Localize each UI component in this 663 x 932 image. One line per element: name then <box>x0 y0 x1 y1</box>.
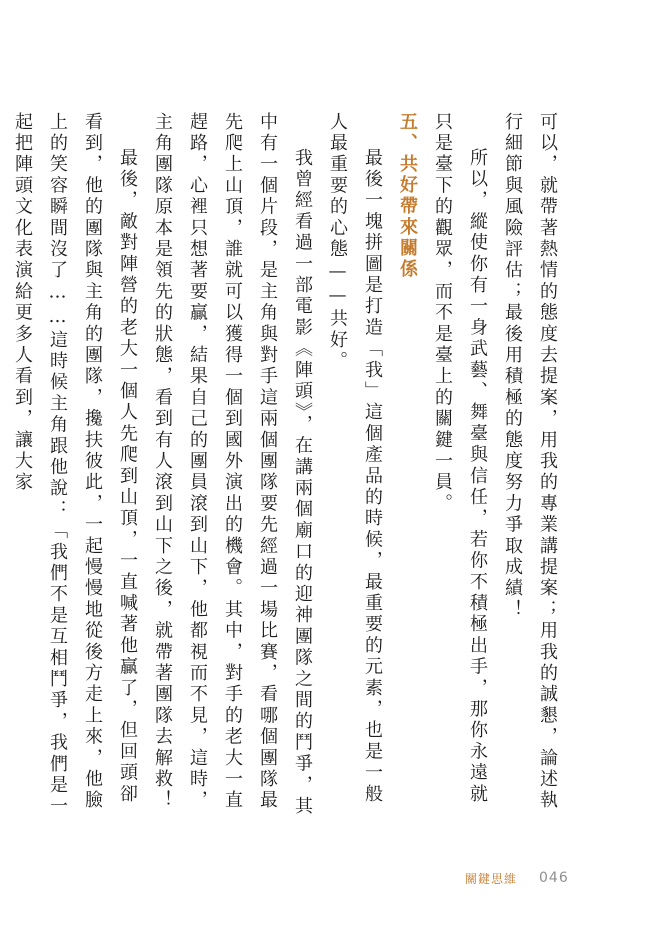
page-number: 046 <box>539 870 569 886</box>
chapter-title: 關鍵思維 <box>465 871 518 886</box>
paragraph-2: 所以，縱使你有一身武藝、舞臺與信任，若你不積極出手，那你永遠就只是臺下的觀眾，而不是臺上的關鍵一員。 <box>432 112 488 806</box>
vertical-text-body <box>12 112 565 824</box>
section-heading: 五、共好帶來關係 <box>397 112 418 280</box>
paragraph-5: 最後，敵對陣營的老大一個人先爬到山頂，一直喊著他贏了，但回頭卻看到，他的團隊與主角的團隊，攙扶彼此，一起慢慢地從後方走上來，他臉上的笑容瞬間沒了……這時候主角跟他說：「我們不是互相鬥爭，我們是一起把陣頭文化表演給更多人看到，讓大家 <box>12 112 138 818</box>
page-footer <box>465 868 569 888</box>
paragraph-1: 可以，就帶著熱情的態度去提案，用我的專業講提案；用我的誠懇，論述執行細節與風險評估；最後用積極的態度努力爭取成績！ <box>502 112 558 812</box>
paragraph-4: 我曾經看過一部電影《陣頭》，在講兩個廟口的迎神團隊之間的鬥爭，其中有一個片段，是主角與對手這兩個團隊要先經過一場比賽，看哪個團隊最先爬上山頂，誰就可以獲得一個到國外演出的機會。其中，對手的老大一直趕路，心裡只想著要贏，結果自己的團員滾到山下，他都視而不見，這時，主角團隊原本是領先的狀態，看到有人滾到山下之後，就帶著團隊去解救！ <box>152 112 313 818</box>
paragraph-3: 最後一塊拼圖是打造「我」這個產品的時候，最重要的元素，也是一般人最重要的心態——共好。 <box>327 112 383 806</box>
